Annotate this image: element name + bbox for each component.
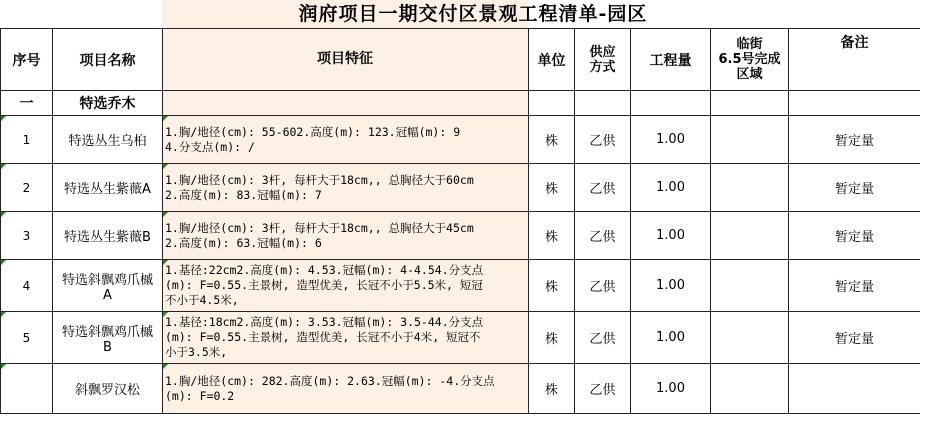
header-row <box>1 29 921 91</box>
row-area[interactable] <box>711 116 789 164</box>
row-index[interactable]: 1 <box>1 116 53 164</box>
row-unit[interactable]: 株 <box>529 364 575 414</box>
row-feature[interactable]: 1.基径:18cm2.高度(m): 3.53.冠幅(m): 3.5-44.分支点 (m): F=0.55.主景树, 造型优美, 长冠不小于4米, 短冠不 小于3.5米, <box>163 312 529 364</box>
row-area[interactable] <box>711 260 789 312</box>
row-feature[interactable]: 1.胸/地径(cm): 282.高度(m): 2.63.冠幅(m): -4.分支点 (m): F=0.2 <box>163 364 529 414</box>
row-supply[interactable]: 乙供 <box>575 312 631 364</box>
row-feature[interactable]: 1.胸/地径(cm): 3杆, 每杆大于18cm,, 总胸径大于45cm 2.高度(m): 63.冠幅(m): 6 <box>163 212 529 260</box>
category-index[interactable]: 一 <box>1 91 53 116</box>
row-area[interactable] <box>711 312 789 364</box>
row-unit[interactable]: 株 <box>529 312 575 364</box>
row-index[interactable] <box>1 364 53 414</box>
row-supply[interactable]: 乙供 <box>575 260 631 312</box>
row-feature[interactable]: 1.胸/地径(cm): 3杆, 每杆大于18cm,, 总胸径大于60cm 2.高度(m): 83.冠幅(m): 7 <box>163 164 529 212</box>
header-supply[interactable]: 供应 方式 <box>575 29 631 91</box>
header-feature[interactable]: 项目特征 <box>163 29 529 91</box>
sheet-title: 润府项目一期交付区景观工程清单-园区 <box>298 3 648 25</box>
row-qty[interactable]: 1.00 <box>631 260 711 312</box>
header-unit[interactable]: 单位 <box>529 29 575 91</box>
right-margin <box>920 28 935 421</box>
header-note[interactable]: 备注 <box>789 29 921 91</box>
row-qty[interactable]: 1.00 <box>631 164 711 212</box>
row-note[interactable]: 暂定量 <box>789 116 921 164</box>
row-qty[interactable]: 1.00 <box>631 212 711 260</box>
row-name[interactable]: 特选丛生紫薇B <box>53 212 163 260</box>
row-unit[interactable]: 株 <box>529 164 575 212</box>
row-name[interactable]: 特选丛生乌桕 <box>53 116 163 164</box>
category-feature[interactable] <box>163 91 529 116</box>
row-name[interactable]: 特选丛生紫薇A <box>53 164 163 212</box>
title-left-blank <box>0 0 162 28</box>
table-row <box>1 364 921 414</box>
table-row <box>1 260 921 312</box>
row-qty[interactable]: 1.00 <box>631 116 711 164</box>
title-row <box>0 0 935 28</box>
row-note[interactable]: 暂定量 <box>789 212 921 260</box>
bill-table <box>0 28 921 414</box>
category-note[interactable] <box>789 91 921 116</box>
row-supply[interactable]: 乙供 <box>575 164 631 212</box>
row-index[interactable]: 3 <box>1 212 53 260</box>
header-name[interactable]: 项目名称 <box>53 29 163 91</box>
row-qty[interactable]: 1.00 <box>631 312 711 364</box>
row-feature[interactable]: 1.基径:22cm2.高度(m): 4.53.冠幅(m): 4-4.54.分支点 (m): F=0.55.主景树, 造型优美, 长冠不小于5.5米, 短冠 不小于4.5米, <box>163 260 529 312</box>
category-qty[interactable] <box>631 91 711 116</box>
table-row <box>1 312 921 364</box>
row-feature[interactable]: 1.胸/地径(cm): 55-602.高度(m): 123.冠幅(m): 9 4.分支点(m): / <box>163 116 529 164</box>
table-row <box>1 164 921 212</box>
row-unit[interactable]: 株 <box>529 116 575 164</box>
row-supply[interactable]: 乙供 <box>575 364 631 414</box>
row-area[interactable] <box>711 164 789 212</box>
category-row <box>1 91 921 116</box>
row-index[interactable]: 4 <box>1 260 53 312</box>
category-area[interactable] <box>711 91 789 116</box>
category-unit[interactable] <box>529 91 575 116</box>
row-index[interactable]: 5 <box>1 312 53 364</box>
row-supply[interactable]: 乙供 <box>575 116 631 164</box>
row-note[interactable]: 暂定量 <box>789 312 921 364</box>
row-unit[interactable]: 株 <box>529 212 575 260</box>
row-index[interactable]: 2 <box>1 164 53 212</box>
row-unit[interactable]: 株 <box>529 260 575 312</box>
table-row <box>1 116 921 164</box>
row-qty[interactable]: 1.00 <box>631 364 711 414</box>
row-supply[interactable]: 乙供 <box>575 212 631 260</box>
category-supply[interactable] <box>575 91 631 116</box>
row-area[interactable] <box>711 364 789 414</box>
header-qty[interactable]: 工程量 <box>631 29 711 91</box>
row-name[interactable]: 特选斜飘鸡爪槭 A <box>53 260 163 312</box>
row-name[interactable]: 斜飘罗汉松 <box>53 364 163 414</box>
category-name[interactable]: 特选乔木 <box>53 91 163 116</box>
row-note[interactable]: 暂定量 <box>789 164 921 212</box>
header-index[interactable]: 序号 <box>1 29 53 91</box>
header-area[interactable]: 临街 6.5号完成 区域 <box>711 29 789 91</box>
row-name[interactable]: 特选斜飘鸡爪槭 B <box>53 312 163 364</box>
row-note[interactable] <box>789 364 921 414</box>
row-area[interactable] <box>711 212 789 260</box>
row-note[interactable]: 暂定量 <box>789 260 921 312</box>
table-row <box>1 212 921 260</box>
